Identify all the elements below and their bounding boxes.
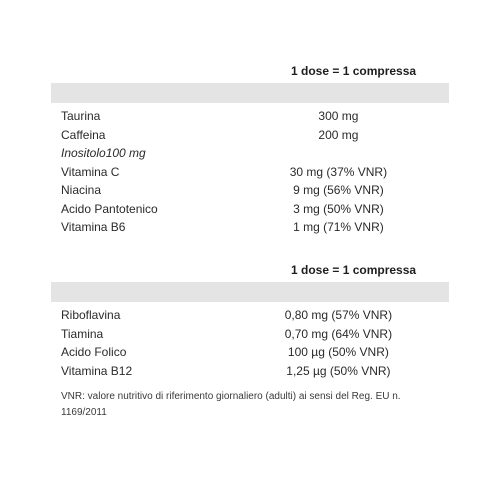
nutrient-value: 200 mg xyxy=(318,127,359,142)
nutrient-name: Tiamina xyxy=(61,326,104,341)
nutrient-value: 1 mg (71% VNR) xyxy=(293,220,384,234)
nutrient-name: Vitamina C xyxy=(61,164,120,179)
table-row xyxy=(51,325,449,344)
table-row xyxy=(51,181,449,200)
nutrient-name: Taurina xyxy=(61,109,101,123)
nutrient-value: 30 mg (37% VNR) xyxy=(289,164,388,179)
nutrition-table-2 xyxy=(51,261,449,380)
table-row xyxy=(51,107,449,126)
dose-header: 1 dose = 1 compressa xyxy=(291,263,417,277)
table-row xyxy=(51,163,449,182)
nutrient-name: Riboflavina xyxy=(61,308,121,322)
nutrient-value: 0,80 mg (57% VNR) xyxy=(284,308,393,322)
nutrient-name: Niacina xyxy=(61,183,102,197)
table-row xyxy=(51,144,449,163)
nutrient-value: 3 mg (50% VNR) xyxy=(293,201,384,216)
dose-header: 1 dose = 1 compressa xyxy=(291,64,417,78)
table-row xyxy=(51,306,449,325)
nutrient-value xyxy=(228,144,449,163)
nutrient-value: 100 µg (50% VNR) xyxy=(287,345,389,359)
nutrient-name: Acido Folico xyxy=(61,345,127,359)
table-row xyxy=(51,362,449,381)
nutrient-name: Vitamina B6 xyxy=(61,220,126,234)
nutrient-name: Caffeina xyxy=(61,127,106,142)
nutrient-value: 0,70 mg (64% VNR) xyxy=(284,326,393,341)
header-bar xyxy=(51,83,449,103)
header-bar xyxy=(51,282,449,302)
table-rows xyxy=(51,306,449,380)
nutrient-value: 300 mg xyxy=(318,109,359,123)
nutrition-table-1 xyxy=(51,62,449,237)
table-row xyxy=(51,200,449,219)
nutrient-name: Inositolo100 mg xyxy=(61,146,146,160)
nutrient-value: 9 mg (56% VNR) xyxy=(293,183,384,197)
nutrient-value: 1,25 µg (50% VNR) xyxy=(286,363,391,378)
table-row xyxy=(51,218,449,237)
table-row xyxy=(51,343,449,362)
nutrient-name: Vitamina B12 xyxy=(61,363,133,378)
table-row xyxy=(51,126,449,145)
nutrient-name: Acido Pantotenico xyxy=(61,201,158,216)
vnr-footnote: VNR: valore nutritivo di riferimento giornaliero (adulti) ai sensi del Reg. EU n. 1169/2011 xyxy=(61,391,401,418)
table-rows xyxy=(51,107,449,237)
